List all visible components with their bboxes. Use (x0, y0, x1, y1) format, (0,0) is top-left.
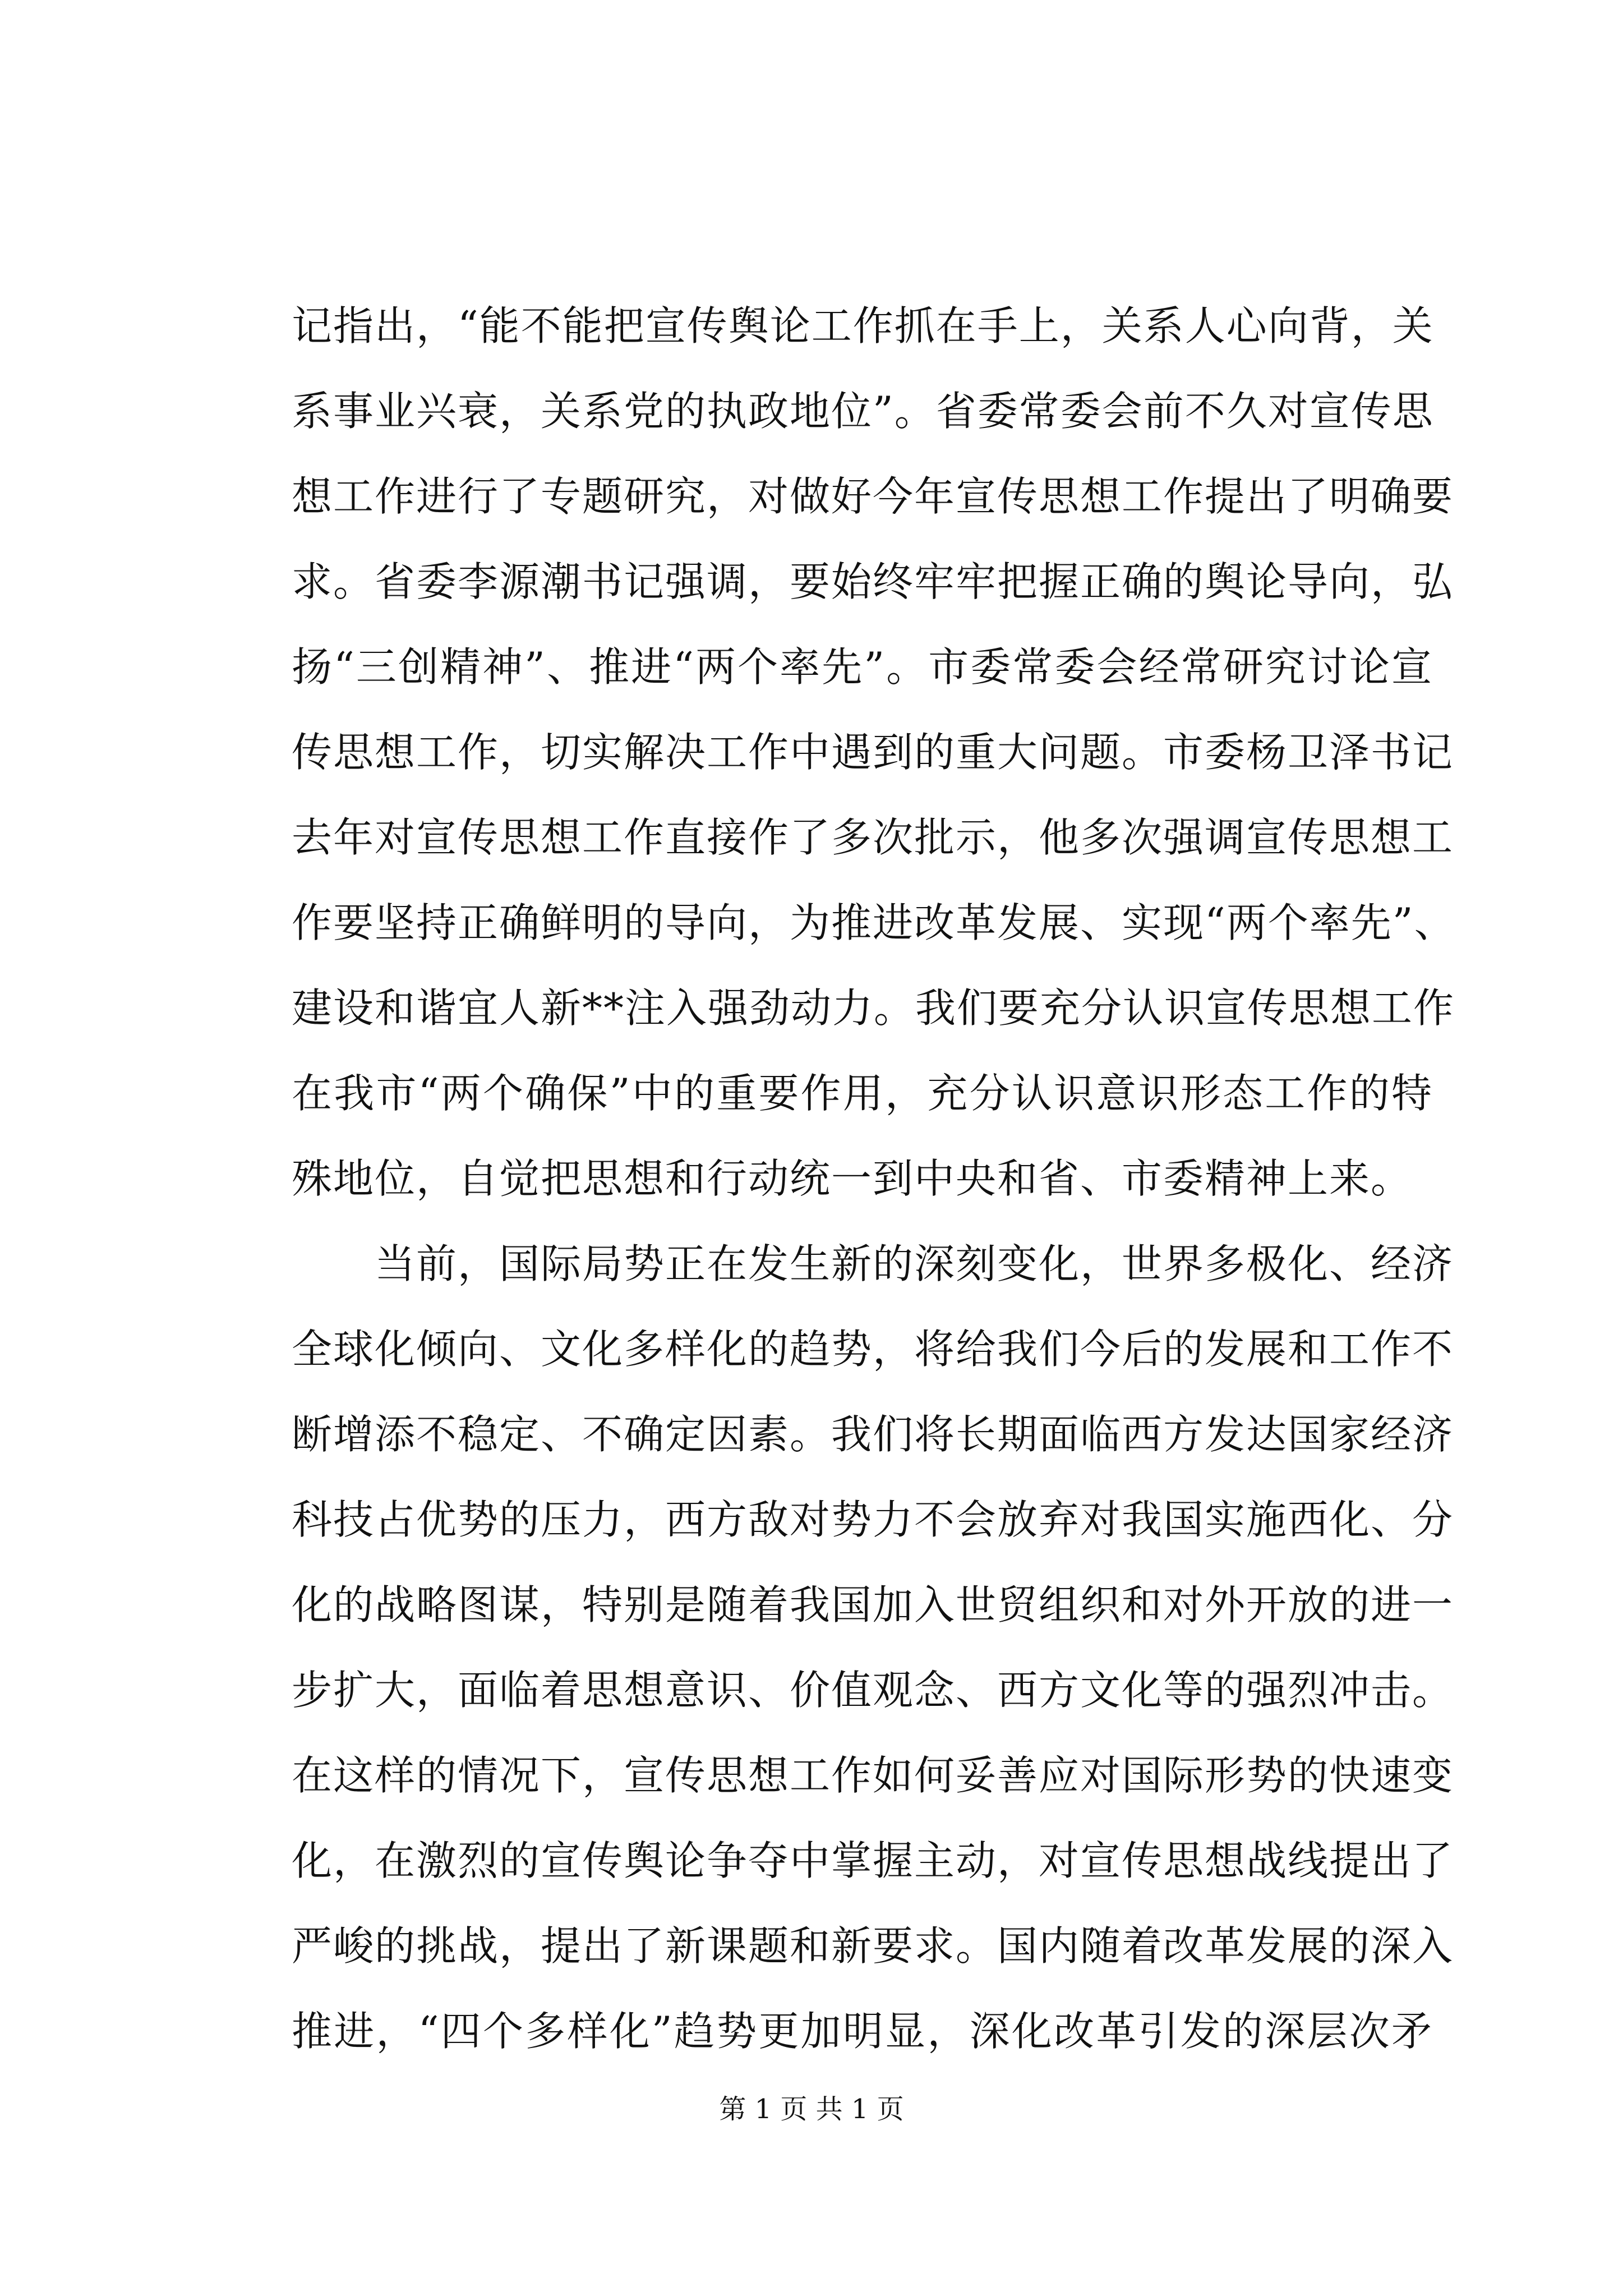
text-line: 科技占优势的压力，西方敌对势力不会放弃对我国实施西化、分 (292, 1496, 1454, 1543)
paragraph-start-line: 当前，国际局势正在发生新的深刻变化，世界多极化、经济 (292, 1240, 1454, 1287)
text-line: 推进，“四个多样化”趋势更加明显，深化改革引发的深层次矛 (292, 2008, 1433, 2055)
text-line: 断增添不稳定、不确定因素。我们将长期面临西方发达国家经济 (292, 1411, 1454, 1458)
text-line: 化，在激烈的宣传舆论争夺中掌握主动，对宣传思想战线提出了 (292, 1837, 1454, 1884)
text-line: 求。省委李源潮书记强调，要始终牢牢把握正确的舆论导向，弘 (292, 558, 1454, 605)
text-line: 去年对宣传思想工作直接作了多次批示，他多次强调宣传思想工 (292, 814, 1454, 861)
text-line: 扬“三创精神”、推进“两个率先”。市委常委会经常研究讨论宣 (292, 643, 1433, 691)
text-line: 系事业兴衰，关系党的执政地位”。省委常委会前不久对宣传思 (292, 388, 1434, 435)
text-line: 严峻的挑战，提出了新课题和新要求。国内随着改革发展的深入 (292, 1922, 1454, 1970)
text-line: 传思想工作，切实解决工作中遇到的重大问题。市委杨卫泽书记 (292, 729, 1454, 776)
page-footer: 第 1 页 共 1 页 (719, 2093, 904, 2125)
text-line: 步扩大，面临着思想意识、价值观念、西方文化等的强烈冲击。 (292, 1667, 1454, 1714)
text-line: 记指出，“能不能把宣传舆论工作抓在手上，关系人心向背，关 (292, 302, 1434, 349)
text-line: 作要坚持正确鲜明的导向，为推进改革发展、实现“两个率先”、 (292, 899, 1456, 946)
text-line: 在这样的情况下，宣传思想工作如何妥善应对国际形势的快速变 (292, 1752, 1454, 1799)
text-line: 在我市“两个确保”中的重要作用，充分认识意识形态工作的特 (292, 1070, 1433, 1117)
paragraph-end-line: 殊地位，自觉把思想和行动统一到中央和省、市委精神上来。 (292, 1155, 1413, 1202)
document-body (292, 283, 1456, 2074)
text-line: 全球化倾向、文化多样化的趋势，将给我们今后的发展和工作不 (292, 1326, 1454, 1373)
text-line: 想工作进行了专题研究，对做好今年宣传思想工作提出了明确要 (292, 473, 1454, 520)
text-line: 建设和谐宜人新**注入强劲动力。我们要充分认识宣传思想工作 (292, 984, 1455, 1032)
text-line: 化的战略图谋，特别是随着我国加入世贸组织和对外开放的进一 (292, 1581, 1454, 1628)
